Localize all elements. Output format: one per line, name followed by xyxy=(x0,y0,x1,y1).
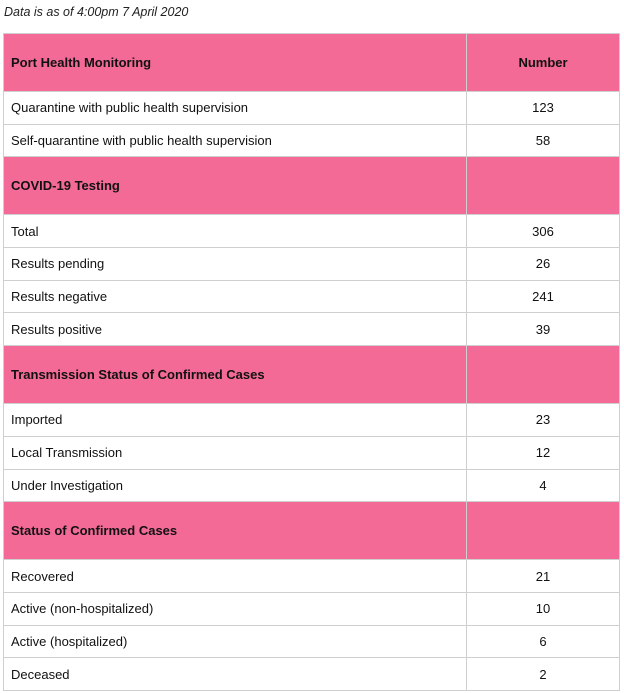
row-label: Total xyxy=(4,215,467,248)
row-value: 241 xyxy=(467,280,620,313)
row-label: Local Transmission xyxy=(4,436,467,469)
table-row xyxy=(4,625,620,658)
row-value: 2 xyxy=(467,658,620,691)
row-label: Quarantine with public health supervision xyxy=(4,92,467,125)
table-row xyxy=(4,469,620,502)
row-label: Results pending xyxy=(4,248,467,281)
row-label: Active (hospitalized) xyxy=(4,625,467,658)
section-header-covid-testing xyxy=(4,157,620,215)
section-title: Transmission Status of Confirmed Cases xyxy=(4,346,467,404)
number-column-header xyxy=(467,502,620,560)
row-label: Deceased xyxy=(4,658,467,691)
data-timestamp-note: Data is as of 4:00pm 7 April 2020 xyxy=(4,5,189,19)
row-value: 23 xyxy=(467,404,620,437)
row-value: 10 xyxy=(467,592,620,625)
row-value: 306 xyxy=(467,215,620,248)
table-row xyxy=(4,215,620,248)
row-label: Recovered xyxy=(4,560,467,593)
row-label: Results negative xyxy=(4,280,467,313)
row-label: Under Investigation xyxy=(4,469,467,502)
section-header-transmission-status xyxy=(4,346,620,404)
table-row xyxy=(4,404,620,437)
row-value: 39 xyxy=(467,313,620,346)
section-header-confirmed-case-status xyxy=(4,502,620,560)
table-row xyxy=(4,280,620,313)
table-row xyxy=(4,124,620,157)
table-row xyxy=(4,92,620,125)
table-row xyxy=(4,658,620,691)
table-row xyxy=(4,313,620,346)
number-column-header xyxy=(467,157,620,215)
covid-statistics-table xyxy=(3,33,620,691)
section-header-port-health xyxy=(4,34,620,92)
number-column-header xyxy=(467,346,620,404)
number-column-header: Number xyxy=(467,34,620,92)
row-label: Imported xyxy=(4,404,467,437)
table-row xyxy=(4,248,620,281)
row-label: Active (non-hospitalized) xyxy=(4,592,467,625)
section-title: Port Health Monitoring xyxy=(4,34,467,92)
row-value: 6 xyxy=(467,625,620,658)
row-value: 58 xyxy=(467,124,620,157)
row-label: Results positive xyxy=(4,313,467,346)
section-title: COVID-19 Testing xyxy=(4,157,467,215)
row-value: 4 xyxy=(467,469,620,502)
row-value: 123 xyxy=(467,92,620,125)
row-value: 12 xyxy=(467,436,620,469)
row-value: 26 xyxy=(467,248,620,281)
section-title: Status of Confirmed Cases xyxy=(4,502,467,560)
table-row xyxy=(4,592,620,625)
table-row xyxy=(4,560,620,593)
row-value: 21 xyxy=(467,560,620,593)
table-row xyxy=(4,436,620,469)
row-label: Self-quarantine with public health supervision xyxy=(4,124,467,157)
